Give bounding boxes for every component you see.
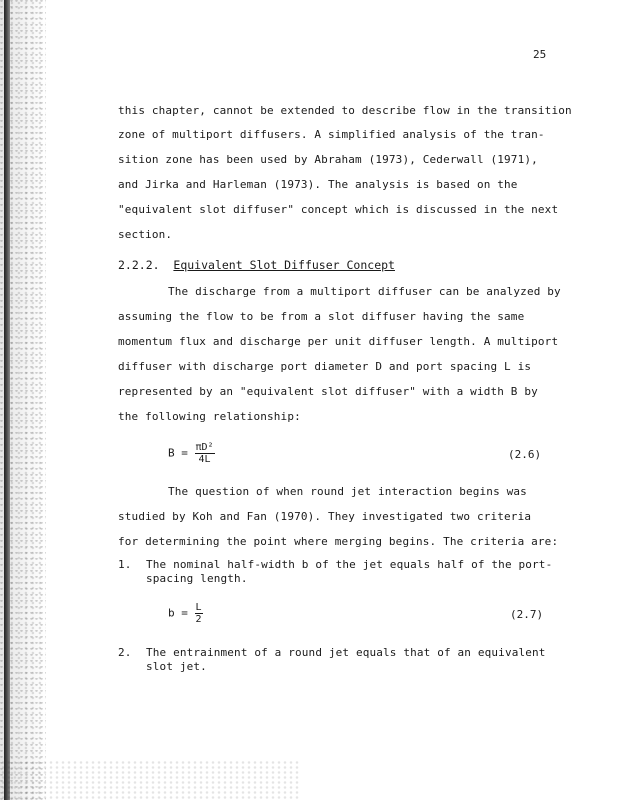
criterion-1-number: 1. [118, 558, 132, 571]
criterion-1-line-2: spacing length. [146, 572, 248, 585]
paragraph-1-line-4: and Jirka and Harleman (1973). The analysis is based on the [118, 178, 518, 191]
paragraph-3-line-2: studied by Koh and Fan (1970). They investigated two criteria [118, 510, 532, 523]
paragraph-2-line-3: momentum flux and discharge per unit diffuser length. A multiport [118, 335, 559, 348]
criterion-2-line-2: slot jet. [146, 660, 207, 673]
equation-2-7-fraction [195, 602, 203, 625]
scan-bottom-noise [0, 760, 300, 800]
paragraph-1-line-3: sition zone has been used by Abraham (1973), Cederwall (1971), [118, 153, 538, 166]
criterion-2-line-1: The entrainment of a round jet equals that of an equivalent [146, 646, 546, 659]
section-number: 2.2.2. [118, 258, 160, 272]
paragraph-3-line-3: for determining the point where merging begins. The criteria are: [118, 535, 559, 548]
equation-2-7-denominator: 2 [195, 614, 202, 625]
paragraph-2-line-2: assuming the flow to be from a slot diffuser having the same [118, 310, 525, 323]
equation-2-6 [168, 442, 215, 465]
equation-2-6-lhs: B = [168, 446, 188, 460]
paragraph-1-line-2: zone of multiport diffusers. A simplified analysis of the tran- [118, 128, 545, 141]
equation-2-7-numerator: L [195, 602, 202, 613]
equation-2-6-denominator: 4L [198, 454, 211, 465]
paragraph-3-line-1: The question of when round jet interaction begins was [168, 485, 527, 498]
equation-2-6-label: (2.6) [508, 448, 542, 461]
paragraph-2-line-4: diffuser with discharge port diameter D and port spacing L is [118, 360, 532, 373]
equation-2-7-label: (2.7) [510, 608, 544, 621]
criterion-1-line-1: The nominal half-width b of the jet equals half of the port- [146, 558, 553, 571]
paragraph-2-line-1: The discharge from a multiport diffuser can be analyzed by [168, 285, 561, 298]
equation-2-7-lhs: b = [168, 606, 188, 620]
equation-2-6-numerator: πD² [195, 442, 214, 453]
binding-edge [4, 0, 10, 800]
section-title: Equivalent Slot Diffuser Concept [173, 258, 395, 272]
paragraph-1-line-1: this chapter, cannot be extended to describe flow in the transition [118, 104, 572, 117]
page-number: 25 [533, 48, 547, 61]
paragraph-1-line-6: section. [118, 228, 173, 241]
section-heading [118, 258, 395, 272]
criterion-2-number: 2. [118, 646, 132, 659]
paragraph-2-line-6: the following relationship: [118, 410, 301, 423]
paragraph-2-line-5: represented by an "equivalent slot diffuser" with a width B by [118, 385, 538, 398]
equation-2-6-fraction [195, 442, 215, 465]
equation-2-7 [168, 602, 203, 625]
paragraph-1-line-5: "equivalent slot diffuser" concept which is discussed in the next [118, 203, 559, 216]
